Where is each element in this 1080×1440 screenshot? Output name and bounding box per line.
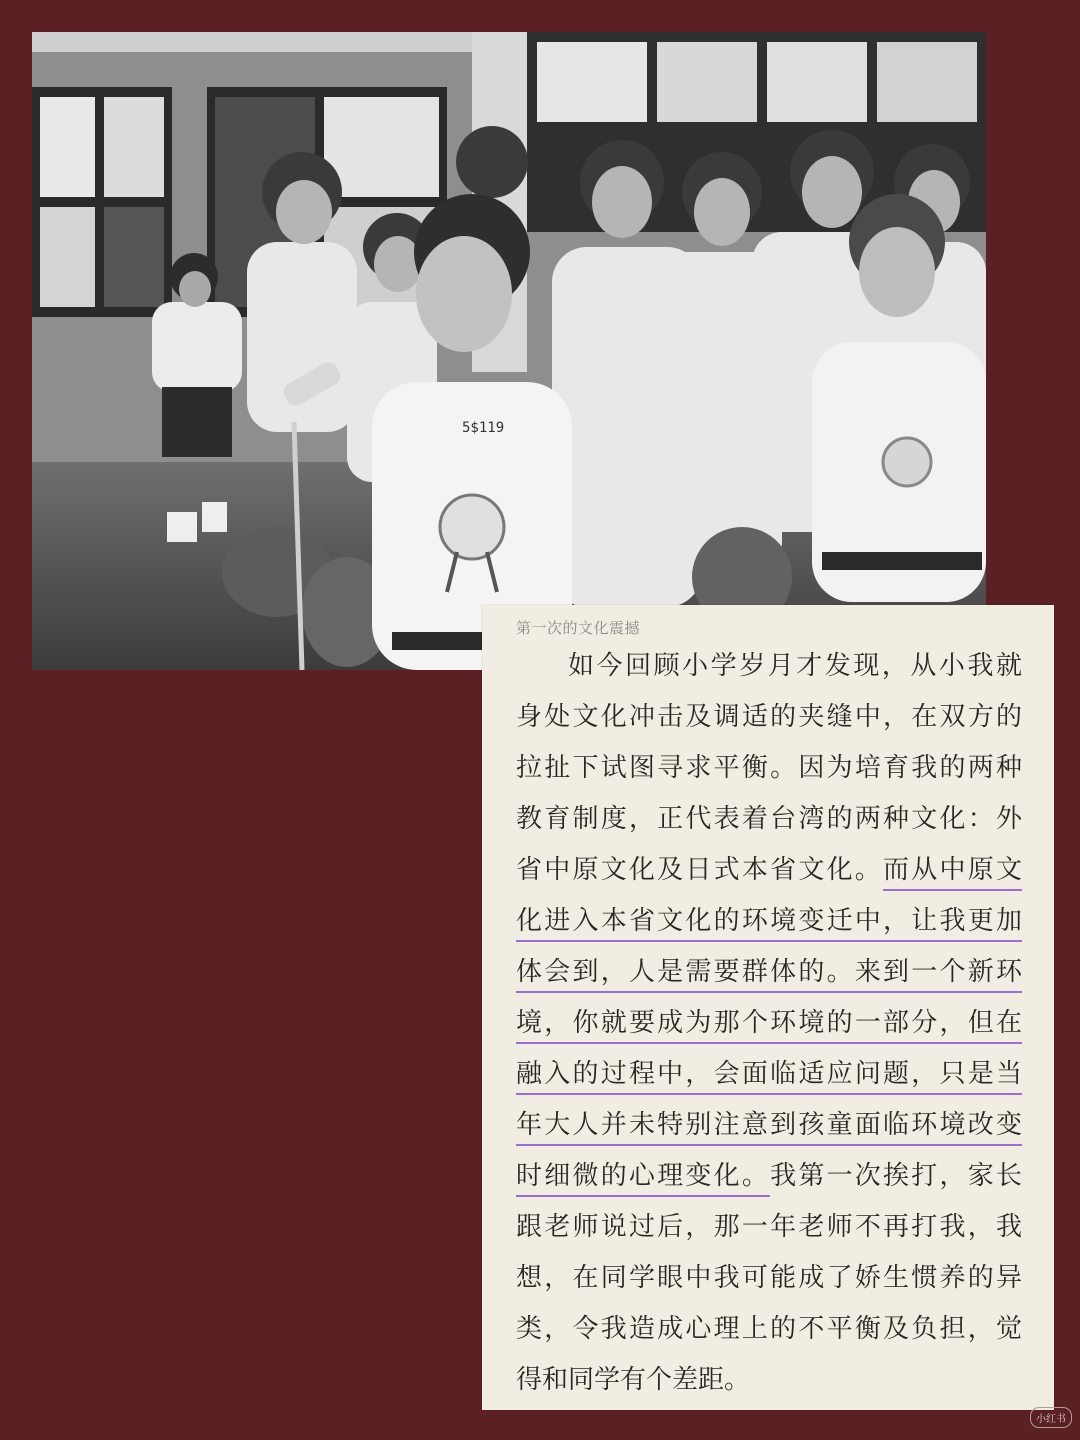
- underlined-segment: 融入的过程中，会面临适应问题，只是当: [516, 1059, 1022, 1095]
- card-caption: 第一次的文化震撼: [516, 620, 641, 637]
- text-card: [482, 605, 1054, 1410]
- paragraph-line: 如今回顾小学岁月才发现，从小我就: [568, 651, 1022, 681]
- paragraph-line-underlined: [516, 1049, 1022, 1100]
- paragraph-line: 教育制度，正代表着台湾的两种文化：外: [516, 804, 1022, 834]
- paragraph-line: 得和同学有个差距。: [516, 1365, 751, 1395]
- paragraph-line-underlined: [516, 947, 1022, 998]
- paragraph-line: 类，令我造成心理上的不平衡及负担，觉: [516, 1314, 1022, 1344]
- historical-photo: [32, 32, 986, 670]
- paragraph-line-mixed: [516, 1151, 1022, 1202]
- underlined-segment: 时细微的心理变化。: [516, 1161, 770, 1197]
- paragraph-line-mixed: [516, 845, 1022, 896]
- underlined-segment: 境，你就要成为那个环境的一部分，但在: [516, 1008, 1022, 1044]
- photo-illustration: [32, 32, 986, 670]
- paragraph-line: 拉扯下试图寻求平衡。因为培育我的两种: [516, 753, 1022, 783]
- paragraph-line: 跟老师说过后，那一年老师不再打我，我: [516, 1212, 1022, 1242]
- paragraph-line-underlined: [516, 1100, 1022, 1151]
- underlined-segment: 体会到，人是需要群体的。来到一个新环: [516, 957, 1022, 993]
- paragraph-line-underlined: [516, 896, 1022, 947]
- underlined-segment: 年大人并未特别注意到孩童面临环境改变: [516, 1110, 1022, 1146]
- paragraph-line: 想，在同学眼中我可能成了娇生惯养的异: [516, 1263, 1022, 1293]
- underlined-segment: 化进入本省文化的环境变迁中，让我更加: [516, 906, 1022, 942]
- card-body: [516, 641, 1022, 1406]
- underlined-segment: 而从中原文: [883, 855, 1022, 891]
- paragraph-line-underlined: [516, 998, 1022, 1049]
- watermark-logo: 小红书: [1030, 1407, 1072, 1428]
- paragraph-segment: 我第一次挨打，家长: [770, 1161, 1022, 1191]
- badge-number: 5$119: [462, 420, 505, 436]
- paragraph-line: 身处文化冲击及调适的夹缝中，在双方的: [516, 702, 1022, 732]
- paragraph-segment: 省中原文化及日式本省文化。: [516, 855, 884, 885]
